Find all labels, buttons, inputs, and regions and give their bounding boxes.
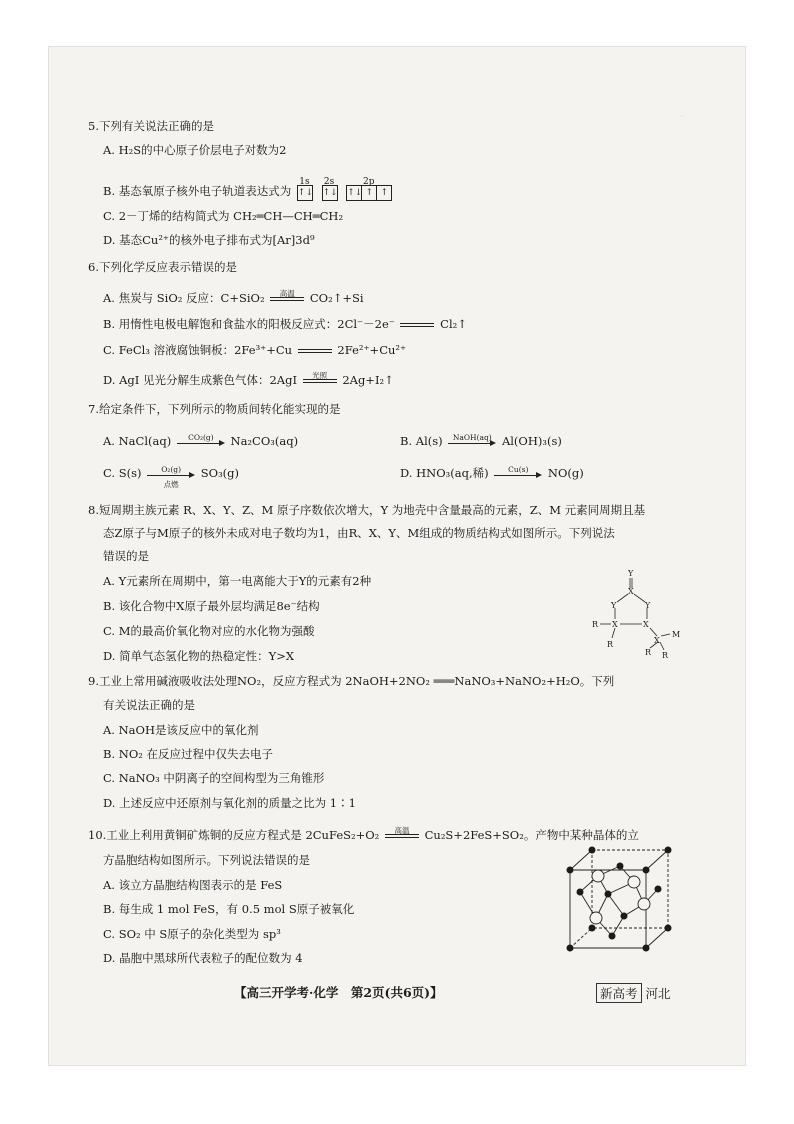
q6-option-c: C. FeCl₃ 溶液腐蚀铜板：2Fe³⁺+Cu 2Fe²⁺+Cu²⁺ bbox=[103, 343, 407, 357]
equals-condition-icon: 光照 bbox=[303, 374, 337, 388]
q5-option-d: D. 基态Cu²⁺的核外电子排布式为[Ar]3d⁹ bbox=[103, 233, 315, 247]
q5-stem: 5.下列有关说法正确的是 bbox=[88, 119, 214, 133]
q10-stem-line2: 方晶胞结构如图所示。下列说法错误的是 bbox=[103, 853, 310, 867]
q8-stem-line1: 8.短周期主族元素 R、X、Y、Z、M 原子序数依次增大，Y 为地壳中含量最高的元素，Z、M 元素同周期且基 bbox=[88, 503, 646, 517]
q10-option-a: A. 该立方晶胞结构图表示的是 FeS bbox=[103, 878, 283, 892]
black-ball-icon bbox=[567, 847, 672, 952]
struct-atom-x: X bbox=[628, 587, 634, 596]
struct-atom-m: M bbox=[672, 630, 681, 639]
q6-option-d: D. AgI 见光分解生成紫色气体：2AgI 光照 2Ag+I₂↑ bbox=[103, 371, 394, 387]
orbital-2p: 2p ↑↓ ↑ ↑ bbox=[346, 184, 391, 201]
orbital-box-icon: ↑ bbox=[361, 185, 377, 201]
q9-option-c: C. NaNO₃ 中阴离子的空间构型为三角锥形 bbox=[103, 771, 325, 785]
struct-atom-x: X bbox=[612, 620, 618, 629]
equals-sign-icon bbox=[298, 344, 332, 358]
orbital-1s: 1s ↑↓ bbox=[297, 184, 312, 201]
struct-atom-y: Y bbox=[628, 569, 634, 578]
struct-atom-y: Y bbox=[645, 601, 651, 610]
q7-option-a: A. NaCl(aq) CO₂(g) Na₂CO₃(aq) bbox=[103, 433, 299, 448]
q9-option-b: B. NO₂ 在反应过程中仅失去电子 bbox=[103, 747, 274, 761]
orbital-box-icon: ↑↓ bbox=[297, 185, 313, 201]
q8-option-c: C. M的最高价氧化物对应的水化物为强酸 bbox=[103, 624, 315, 638]
page-footer: 【高三开学考·化学 第2页(共6页)】 bbox=[234, 985, 443, 1000]
struct-atom-r: R bbox=[592, 620, 599, 629]
reaction-arrow-icon: NaOH(aq) bbox=[448, 435, 496, 449]
equals-condition-icon: 高温 bbox=[385, 829, 419, 843]
q5-option-b-text: B. 基态氧原子核外电子轨道表达式为 bbox=[103, 184, 292, 198]
exam-type-badge: 新高考 bbox=[596, 983, 642, 1003]
q7-stem: 7.给定条件下，下列所示的物质间转化能实现的是 bbox=[88, 402, 341, 416]
q8-structure-diagram bbox=[588, 568, 688, 660]
q9-stem-line2: 有关说法正确的是 bbox=[103, 698, 195, 712]
show-through-text: · bbox=[680, 112, 684, 123]
q6-option-b: B. 用惰性电极电解饱和食盐水的阳极反应式：2Cl⁻－2e⁻ Cl₂↑ bbox=[103, 317, 467, 331]
crystal-unit-cell-diagram bbox=[558, 844, 678, 956]
struct-atom-r: R bbox=[607, 640, 614, 649]
q8-stem-line3: 错误的是 bbox=[103, 549, 149, 563]
q5-option-a: A. H₂S的中心原子价层电子对数为2 bbox=[103, 143, 287, 157]
q10-option-b: B. 每生成 1 mol FeS，有 0.5 mol S原子被氧化 bbox=[103, 902, 355, 916]
q9-option-a: A. NaOH是该反应中的氧化剂 bbox=[103, 723, 259, 737]
q10-stem-line1: 10.工业上利用黄铜矿炼铜的反应方程式是 2CuFeS₂+O₂ 高温 Cu₂S+2FeS+SO₂。产物中某种晶体的立 bbox=[88, 826, 639, 842]
struct-atom-y: Y bbox=[611, 601, 617, 610]
reaction-arrow-icon: Cu(s) bbox=[494, 467, 542, 481]
q6-option-a: A. 焦炭与 SiO₂ 反应：C+SiO₂ 高温 CO₂↑+Si bbox=[103, 289, 364, 305]
q9-stem-line1: 9.工业上常用碱液吸收法处理NO₂，反应方程式为 2NaOH+2NO₂ ═══NaNO₃+NaNO₂+H₂O。下列 bbox=[88, 674, 615, 688]
q10-option-d: D. 晶胞中黑球所代表粒子的配位数为 4 bbox=[103, 951, 303, 965]
q9-option-d: D. 上述反应中还原剂与氧化剂的质量之比为 1∶1 bbox=[103, 796, 356, 810]
q8-option-d: D. 简单气态氢化物的热稳定性：Y>X bbox=[103, 649, 295, 663]
q6-stem: 6.下列化学反应表示错误的是 bbox=[88, 260, 237, 274]
q8-stem-line2: 态Z原子与M原子的核外未成对电子数均为1，由R、X、Y、M组成的物质结构式如图所示。下列说法 bbox=[103, 526, 615, 540]
q7-option-d: D. HNO₃(aq,稀) Cu(s) NO(g) bbox=[400, 465, 584, 480]
equals-sign-icon bbox=[400, 318, 434, 332]
struct-atom-x: X bbox=[654, 636, 660, 645]
struct-atom-x: X bbox=[643, 620, 649, 629]
q8-option-a: A. Y元素所在周期中，第一电离能大于Y的元素有2种 bbox=[103, 574, 372, 588]
orbital-box-icon: ↑ bbox=[376, 185, 392, 201]
footer-region bbox=[596, 983, 671, 1003]
region-label: 河北 bbox=[645, 986, 671, 1001]
q8-option-b: B. 该化合物中X原子最外层均满足8e⁻结构 bbox=[103, 599, 320, 613]
orbital-box-icon: ↑↓ bbox=[322, 185, 338, 201]
q7-option-c: C. S(s) O₂(g) 点燃 SO₃(g) bbox=[103, 465, 240, 489]
equals-condition-icon: 高温 bbox=[270, 292, 304, 306]
q5-option-b bbox=[103, 176, 391, 201]
q5-option-c: C. 2－丁烯的结构简式为 CH₂═CH—CH═CH₂ bbox=[103, 209, 344, 223]
orbital-2s: 2s ↑↓ bbox=[322, 184, 337, 201]
reaction-arrow-icon: CO₂(g) bbox=[177, 435, 225, 449]
struct-atom-r: R bbox=[662, 651, 669, 660]
q10-option-c: C. SO₂ 中 S原子的杂化类型为 sp³ bbox=[103, 927, 281, 941]
reaction-arrow-icon: O₂(g) 点燃 bbox=[147, 467, 195, 481]
orbital-box-icon: ↑↓ bbox=[346, 185, 362, 201]
q7-option-b: B. Al(s) NaOH(aq) Al(OH)₃(s) bbox=[400, 433, 562, 448]
struct-atom-r: R bbox=[645, 648, 652, 657]
